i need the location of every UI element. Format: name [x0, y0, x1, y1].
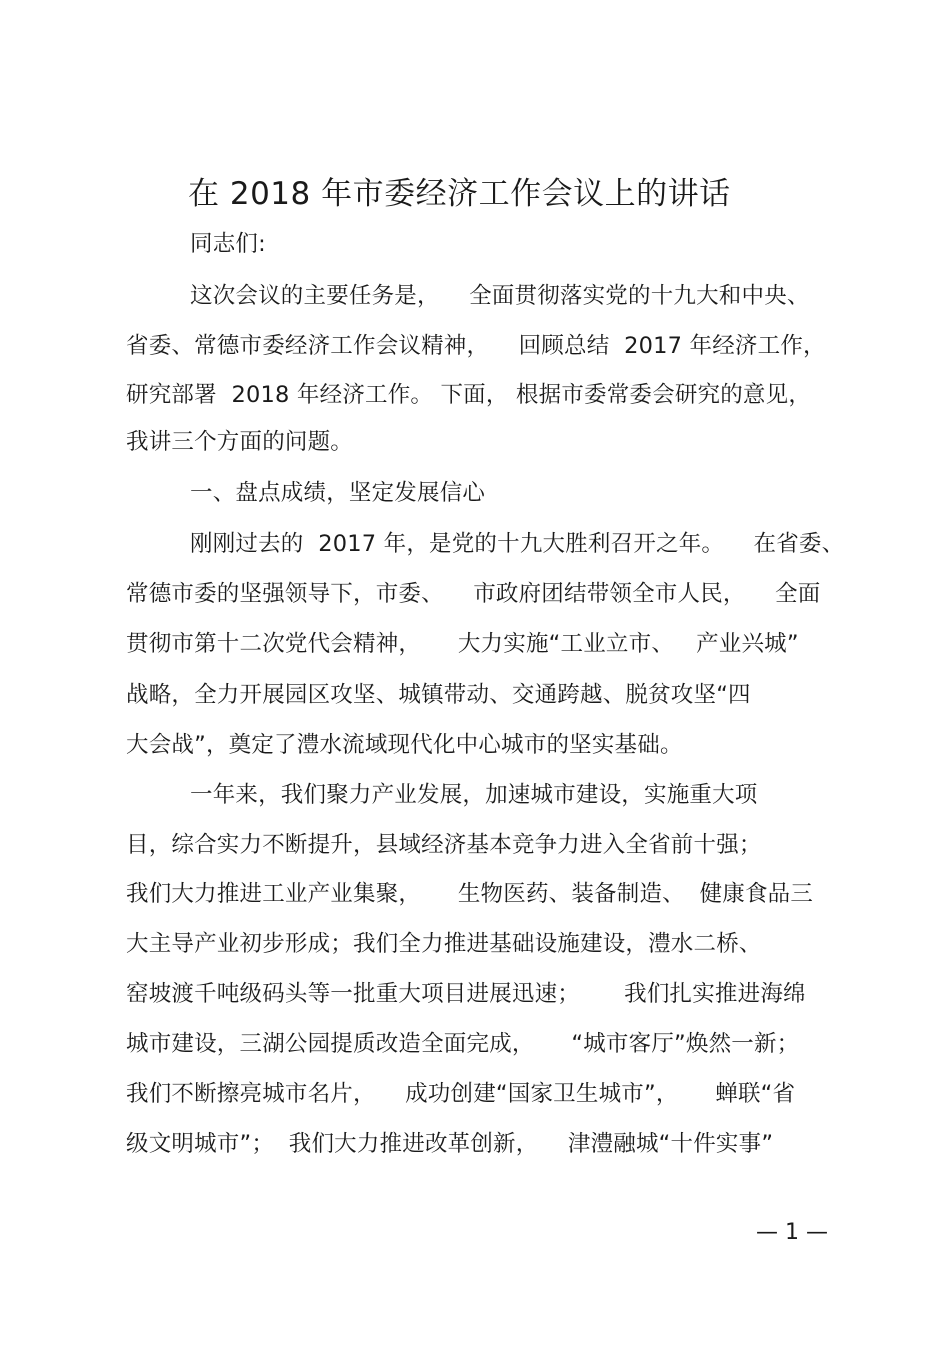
paragraph-line: 大主导产业初步形成；我们全力推进基础设施建设，澧水二桥、	[126, 931, 762, 957]
paragraph-line: 战略，全力开展园区攻坚、城镇带动、交通跨越、脱贫攻坚“四	[126, 682, 751, 708]
paragraph-line: 常德市委的坚强领导下，市委、 市政府团结带领全市人民， 全面	[126, 581, 821, 607]
paragraph-line: 一年来，我们聚力产业发展，加速城市建设，实施重大项	[190, 782, 758, 808]
paragraph-line: 窑坡渡千吨级码头等一批重大项目进展迅速； 我们扎实推进海绵	[126, 981, 806, 1007]
paragraph-line: 大会战”，奠定了澧水流域现代化中心城市的坚实基础。	[126, 732, 683, 758]
paragraph-line: 目，综合实力不断提升，县域经济基本竞争力进入全省前十强；	[126, 832, 762, 858]
paragraph-line: 刚刚过去的 2017 年，是党的十九大胜利召开之年。 在省委、	[190, 531, 845, 557]
paragraph-line: 城市建设，三湖公园提质改造全面完成， “城市客厅”焕然一新；	[126, 1031, 800, 1057]
document-title: 在 2018 年市委经济工作会议上的讲话	[188, 176, 731, 212]
section-heading: 一、盘点成绩，坚定发展信心	[190, 480, 486, 506]
paragraph-line: 这次会议的主要任务是， 全面贯彻落实党的十九大和中央、	[190, 283, 810, 309]
paragraph-line: 省委、常德市委经济工作会议精神， 回顾总结 2017 年经济工作，	[126, 333, 826, 359]
paragraph-line: 贯彻市第十二次党代会精神， 大力实施“工业立市、 产业兴城”	[126, 631, 799, 657]
salutation: 同志们:	[190, 231, 266, 257]
paragraph-line: 研究部署 2018 年经济工作。 下面， 根据市委常委会研究的意见，	[126, 382, 812, 408]
paragraph-line: 级文明城市”； 我们大力推进改革创新， 津澧融城“十件实事”	[126, 1131, 774, 1157]
paragraph-line: 我们大力推进工业产业集聚， 生物医药、装备制造、 健康食品三	[126, 881, 814, 907]
paragraph-line: 我讲三个方面的问题。	[126, 429, 354, 455]
page-number: — 1 —	[756, 1220, 828, 1245]
paragraph-line: 我们不断擦亮城市名片， 成功创建“国家卫生城市”， 蝉联“省	[126, 1081, 796, 1107]
